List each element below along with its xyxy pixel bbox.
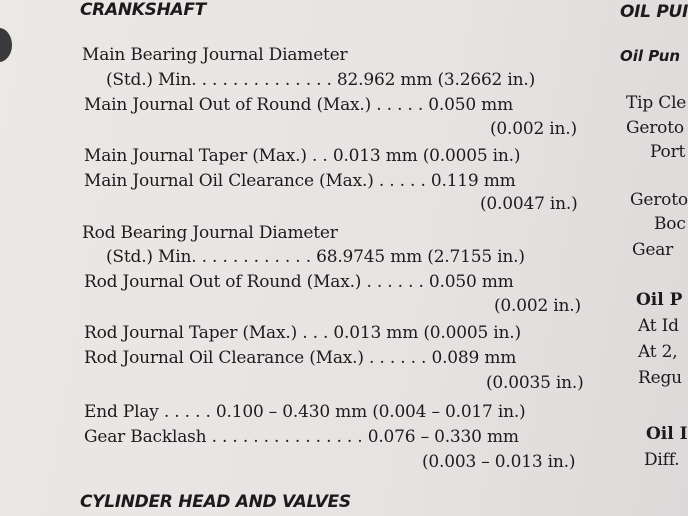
spec-line: Rod Bearing Journal Diameter <box>82 223 338 243</box>
spec-line: Main Journal Oil Clearance (Max.) . . . . . 0.119 mm <box>84 171 516 191</box>
binder-hole <box>0 28 12 62</box>
right-column-bold-text: Oil P <box>636 290 683 310</box>
spec-line: Gear Backlash . . . . . . . . . . . . . . . 0.076 – 0.330 mm <box>84 427 519 447</box>
spec-line: (0.002 in.) <box>490 119 577 139</box>
spec-line: (0.003 – 0.013 in.) <box>422 452 576 472</box>
spec-line: (0.0035 in.) <box>486 373 584 393</box>
spec-line: Rod Journal Out of Round (Max.) . . . . . . 0.050 mm <box>84 272 514 292</box>
right-column-text: Tip Cle <box>626 93 687 113</box>
oil-pump-subheading: Oil Pun <box>620 47 681 65</box>
right-column-text: Diff. <box>644 450 680 470</box>
right-column-text: Geroto <box>630 190 688 210</box>
spec-line: End Play . . . . . 0.100 – 0.430 mm (0.004 – 0.017 in.) <box>84 402 526 422</box>
right-column-text: Geroto <box>626 118 684 138</box>
section-heading-cylinder-head: CYLINDER HEAD AND VALVES <box>80 492 351 512</box>
spec-line: Rod Journal Taper (Max.) . . . 0.013 mm (0.0005 in.) <box>84 323 521 343</box>
right-column-bold-text: Oil I <box>646 424 688 444</box>
right-column-text: Port <box>650 142 686 162</box>
right-column-text: Regu <box>638 368 682 388</box>
right-column-text: Gear <box>632 240 674 260</box>
spec-line: Main Bearing Journal Diameter <box>82 45 348 65</box>
spec-line: (0.0047 in.) <box>480 194 578 214</box>
spec-line: (Std.) Min. . . . . . . . . . . . 68.9745 mm (2.7155 in.) <box>106 247 525 267</box>
section-heading-crankshaft: CRANKSHAFT <box>80 0 206 20</box>
spec-line: Main Journal Taper (Max.) . . 0.013 mm (0.0005 in.) <box>84 146 521 166</box>
spec-line: (Std.) Min. . . . . . . . . . . . . . 82.962 mm (3.2662 in.) <box>106 70 536 90</box>
spec-line: (0.002 in.) <box>494 296 581 316</box>
spec-line: Main Journal Out of Round (Max.) . . . . . 0.050 mm <box>84 95 514 115</box>
right-column-text: Boc <box>654 214 686 234</box>
section-heading-oil-pump: OIL PUI <box>620 2 688 22</box>
right-column-text: At Id <box>638 316 679 336</box>
spec-line: Rod Journal Oil Clearance (Max.) . . . . . . 0.089 mm <box>84 348 517 368</box>
right-column-text: At 2, <box>638 342 678 362</box>
